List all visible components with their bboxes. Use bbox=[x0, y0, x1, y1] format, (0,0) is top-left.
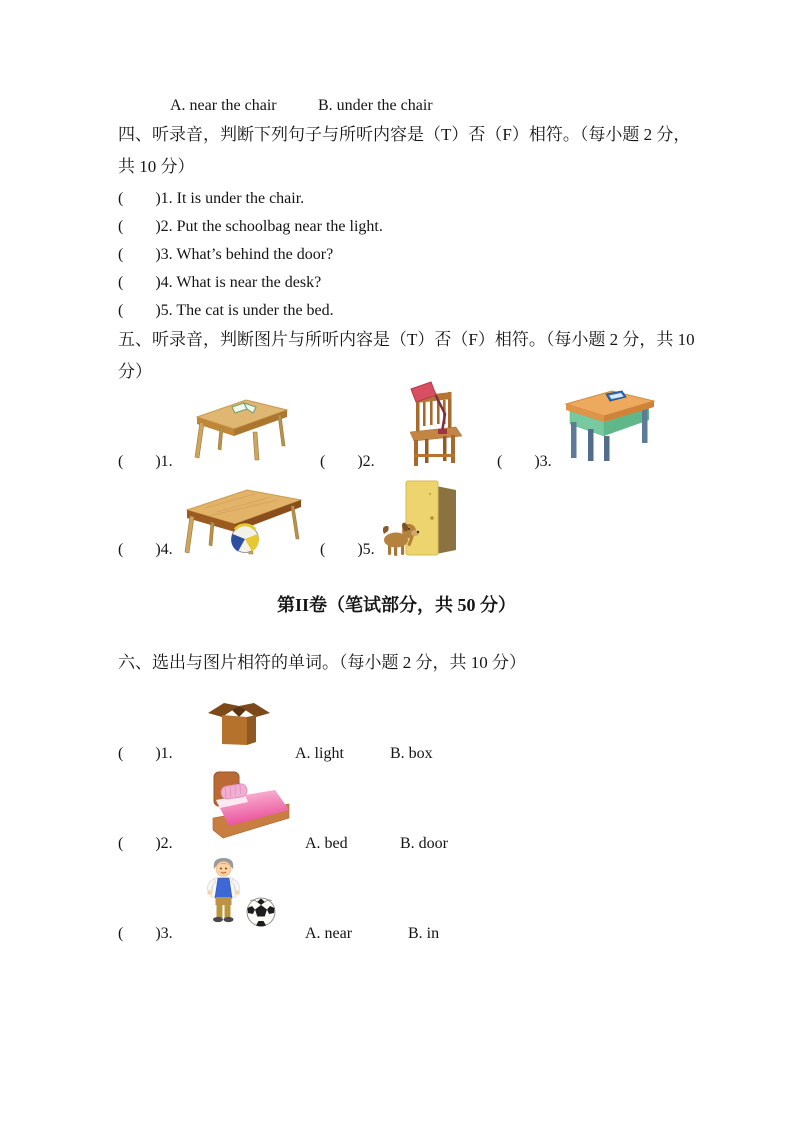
section5-label-4 bbox=[118, 540, 173, 560]
prev-question-option-a: A. near the chair bbox=[170, 97, 277, 114]
section6-heading: 六、选出与图片相符的单词。（每小题 2 分，共 10 分） bbox=[118, 653, 526, 672]
answer-blank: ( bbox=[118, 190, 124, 207]
section6-item-2-option-a: A. bed bbox=[305, 835, 348, 852]
section6-item-1-label bbox=[118, 744, 173, 764]
answer-blank: ( bbox=[118, 541, 124, 558]
section5-heading-line2: 分） bbox=[118, 362, 152, 381]
answer-blank: ( bbox=[497, 453, 503, 470]
section5-heading-line1: 五、听录音，判断图片与所听内容是（T）否（F）相符。（每小题 2 分，共 10 bbox=[118, 330, 695, 349]
label-text: )3. bbox=[155, 925, 173, 942]
section4-heading-line1: 四、听录音，判断下列句子与所听内容是（T）否（F）相符。（每小题 2 分， bbox=[118, 125, 691, 144]
answer-blank: ( bbox=[118, 246, 124, 263]
section6-item-2-label bbox=[118, 834, 173, 854]
item-text: )2. Put the schoolbag near the light. bbox=[155, 218, 383, 235]
item-text: )5. The cat is under the bed. bbox=[155, 302, 334, 319]
label-text: )5. bbox=[357, 541, 375, 558]
section6-item-1-option-b: B. box bbox=[390, 745, 433, 762]
answer-blank: ( bbox=[118, 453, 124, 470]
dog-at-door-image bbox=[380, 476, 472, 560]
section6-item-2-option-b: B. door bbox=[400, 835, 448, 852]
label-text: )3. bbox=[534, 453, 552, 470]
item-text: )1. It is under the chair. bbox=[155, 190, 305, 207]
open-box-image bbox=[207, 695, 271, 747]
answer-blank: ( bbox=[118, 925, 124, 942]
section4-item-1 bbox=[118, 189, 304, 209]
section5-label-1 bbox=[118, 452, 173, 472]
section4-item-3 bbox=[118, 245, 333, 265]
label-text: )2. bbox=[357, 453, 375, 470]
label-text: )1. bbox=[155, 453, 173, 470]
answer-blank: ( bbox=[118, 835, 124, 852]
section4-item-4 bbox=[118, 273, 321, 293]
section6-item-3-option-a: A. near bbox=[305, 925, 353, 942]
answer-blank: ( bbox=[118, 745, 124, 762]
answer-blank: ( bbox=[118, 218, 124, 235]
label-text: )1. bbox=[155, 745, 173, 762]
section5-label-3 bbox=[497, 452, 552, 472]
table-with-ball-image bbox=[183, 482, 305, 556]
chair-with-lamp-image bbox=[405, 380, 465, 468]
table-with-open-book-image bbox=[190, 390, 292, 462]
section5-label-2 bbox=[320, 452, 375, 472]
bed-image bbox=[199, 768, 297, 842]
item-text: )4. What is near the desk? bbox=[155, 274, 322, 291]
section6-item-3-label bbox=[118, 924, 173, 944]
label-text: )2. bbox=[155, 835, 173, 852]
answer-blank: ( bbox=[320, 541, 326, 558]
desk-with-book-image bbox=[558, 384, 660, 462]
section6-item-3-option-b: B. in bbox=[408, 925, 440, 942]
part2-header: 第II卷（笔试部分，共 50 分） bbox=[276, 595, 516, 615]
section4-item-2 bbox=[118, 217, 383, 237]
item-text: )3. What’s behind the door? bbox=[155, 246, 334, 263]
section4-heading-line2: 共 10 分） bbox=[118, 157, 195, 176]
section4-item-5 bbox=[118, 301, 334, 321]
section5-label-5 bbox=[320, 540, 375, 560]
prev-question-option-b: B. under the chair bbox=[318, 97, 433, 114]
answer-blank: ( bbox=[320, 453, 326, 470]
boy-with-football-image bbox=[197, 855, 287, 931]
answer-blank: ( bbox=[118, 274, 124, 291]
section6-item-1-option-a: A. light bbox=[295, 745, 344, 762]
answer-blank: ( bbox=[118, 302, 124, 319]
label-text: )4. bbox=[155, 541, 173, 558]
